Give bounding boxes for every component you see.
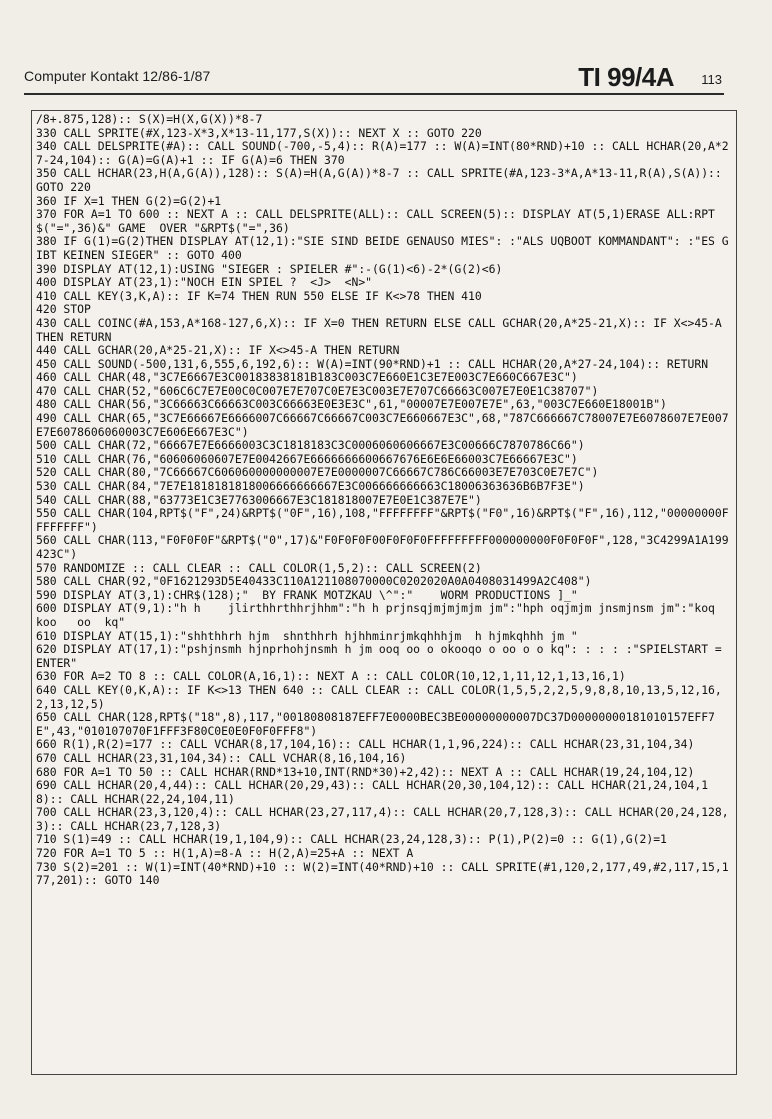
listing-line: 610 DISPLAY AT(15,1):"shhthhrh hjm shnthhrh hjhhminrjmkqhhhjm h hjmkqhhh jm "	[36, 628, 578, 643]
listing-line: 470 CALL CHAR(52,"606C6C7E7E00C0C007E7E707C0E7E3C003E7E707C66663C007E7E0E1C38707")	[36, 383, 599, 398]
listing-line: 430 CALL COINC(#A,153,A*168-127,6,X):: IF X=0 THEN RETURN ELSE CALL GCHAR(20,A*25-21,X):: IF X<>45-A THEN RETURN	[36, 315, 729, 344]
listing-line: 420 STOP	[36, 302, 91, 317]
listing-line: 440 CALL GCHAR(20,A*25-21,X):: IF X<>45-A THEN RETURN	[36, 343, 400, 358]
listing-line: 620 DISPLAY AT(17,1):"pshjnsmh hjnprhohjnsmh h jm ooq oo o okooqo o oo o o kq": : : : :"SPIELSTART = ENTER"	[36, 642, 729, 670]
listing-line: 640 CALL KEY(0,K,A):: IF K<>13 THEN 640 :: CALL CLEAR :: CALL COLOR(1,5,5,2,2,5,9,8,8,10,13,5,12,16,2,13,12,5)	[36, 682, 722, 711]
listing-line: 370 FOR A=1 TO 600 :: NEXT A :: CALL DELSPRITE(ALL):: CALL SCREEN(5):: DISPLAY AT(5,1)ERASE ALL:RPT$("=",36)&" GAME OVER "&RPT$("=",36)	[36, 207, 715, 235]
listing-line: 460 CALL CHAR(48,"3C7E6667E3C00183838181B183C003C7E660E1C3E7E003C7E660C667E3C")	[36, 370, 578, 385]
listing-line: 350 CALL HCHAR(23,H(A,G(A)),128):: S(A)=H(A,G(A))*8-7 :: CALL SPRITE(#A,123-3*A,A*13-11,R(A),S(A)):: GOTO 220	[36, 166, 729, 194]
listing-line: 450 CALL SOUND(-500,131,6,555,6,192,6):: W(A)=INT(90*RND)+1 :: CALL HCHAR(20,A*27-24,104):: RETURN	[36, 356, 709, 371]
page-number: 113	[701, 72, 722, 87]
listing-line: 730 S(2)=201 :: W(1)=INT(40*RND)+10 :: W(2)=INT(40*RND)+10 :: CALL SPRITE(#1,120,2,177,49,#2,117,15,177,201):: GOTO 140	[36, 859, 729, 888]
listing-text	[32, 111, 743, 888]
listing-line: 360 IF X=1 THEN G(2)=G(2)+1	[36, 193, 222, 208]
listing-line: 400 DISPLAY AT(23,1):"NOCH EIN SPIEL ? <J> <N>"	[36, 275, 373, 290]
program-listing	[31, 110, 743, 1075]
listing-line: 330 CALL SPRITE(#X,123-X*3,X*13-11,177,S(X)):: NEXT X :: GOTO 220	[36, 125, 482, 140]
listing-line: /8+.875,128):: S(X)=H(X,G(X))*8-7	[36, 112, 263, 126]
listing-line: 680 FOR A=1 TO 50 :: CALL HCHAR(RND*13+10,INT(RND*30)+2,42):: NEXT A :: CALL HCHAR(19,24,104,12)	[36, 764, 695, 779]
listing-line: 530 CALL CHAR(84,"7E7E1818181818006666666667E3C006666666663C18006363636B6B7F3E")	[36, 479, 585, 494]
listing-line: 570 RANDOMIZE :: CALL CLEAR :: CALL COLOR(1,5,2):: CALL SCREEN(2)	[36, 560, 482, 575]
listing-line: 600 DISPLAY AT(9,1):"h h jlirthhrthhrjhhm":"h h prjnsqjmjmjmjm jm":"hph oqjmjm jnsmjnsm jm":"koq koo oo kq"	[36, 601, 743, 629]
listing-line: 410 CALL KEY(3,K,A):: IF K=74 THEN RUN 550 ELSE IF K<>78 THEN 410	[36, 288, 482, 303]
listing-line: 490 CALL CHAR(65,"3C7E66667E6666007C66667C66667C003C7E660667E3C",68,"787C666667C78007E7E6078607E7E007E7E6078606060003C7E606E667E3C")	[36, 411, 729, 439]
listing-line: 510 CALL CHAR(76,"60606060607E7E0042667E6666666600667676E6E6E66003C7E66667E3C")	[36, 451, 578, 466]
listing-line: 380 IF G(1)=G(2)THEN DISPLAY AT(12,1):"SIE SIND BEIDE GENAUSO MIES": :"ALS UQBOOT KOMMANDANT": :"ES GIBT KEINEN SIEGER" :: GOTO 400	[36, 234, 729, 262]
listing-line: 580 CALL CHAR(92,"0F1621293D5E40433C110A121108070000C0202020A0A0408031499A2C408")	[36, 574, 592, 589]
listing-line: 480 CALL CHAR(56,"3C66663C66663C003C66663E0E3E3C",61,"00007E7E007E7E",63,"003C7E660E18001B")	[36, 397, 667, 412]
page-header	[24, 62, 724, 92]
listing-line: 670 CALL HCHAR(23,31,104,34):: CALL VCHAR(8,16,104,16)	[36, 750, 407, 765]
magazine-issue-title: Computer Kontakt 12/86-1/87	[24, 68, 211, 84]
header-rule	[24, 93, 724, 95]
listing-line: 590 DISPLAY AT(3,1):CHR$(128);" BY FRANK MOTZKAU \^":" WORM PRODUCTIONS ]_"	[36, 587, 578, 602]
listing-line: 550 CALL CHAR(104,RPT$("F",24)&RPT$("0F",16),108,"FFFFFFFF"&RPT$("F0",16)&RPT$("F",16),112,"00000000FFFFFFFF")	[36, 506, 729, 534]
listing-line: 710 S(1)=49 :: CALL HCHAR(19,1,104,9):: CALL HCHAR(23,24,128,3):: P(1),P(2)=0 :: G(1),G(2)=1	[36, 832, 667, 847]
listing-line: 650 CALL CHAR(128,RPT$("18",8),117,"00180808187EFF7E0000BEC3BE00000000007DC37D00000000181010157EFF7E",43,"010107070F1FFF3F80C0E0E0F0F0FFF8")	[36, 710, 715, 738]
listing-line: 540 CALL CHAR(88,"63773E1C3E7763006667E3C181818007E7E0E1C387E7E")	[36, 492, 482, 507]
listing-line: 660 R(1),R(2)=177 :: CALL VCHAR(8,17,104,16):: CALL HCHAR(1,1,96,224):: CALL HCHAR(23,31,104,34)	[36, 737, 695, 752]
listing-line: 390 DISPLAY AT(12,1):USING "SIEGER : SPIELER #":-(G(1)<6)-2*(G(2)<6)	[36, 261, 503, 276]
listing-line: 720 FOR A=1 TO 5 :: H(1,A)=8-A :: H(2,A)=25+A :: NEXT A	[36, 846, 414, 861]
listing-line: 690 CALL HCHAR(20,4,44):: CALL HCHAR(20,29,43):: CALL HCHAR(20,30,104,12):: CALL HCHAR(21,24,104,18):: CALL HCHAR(22,24,104,11)	[36, 778, 709, 806]
system-title: TI 99/4A	[578, 62, 674, 92]
listing-line: 700 CALL HCHAR(23,3,120,4):: CALL HCHAR(23,27,117,4):: CALL HCHAR(20,7,128,3):: CALL HCHAR(20,24,128,3):: CALL HCHAR(23,7,128,3)	[36, 805, 729, 833]
listing-line: 630 FOR A=2 TO 8 :: CALL COLOR(A,16,1):: NEXT A :: CALL COLOR(10,12,1,11,12,1,13,16,1)	[36, 669, 626, 684]
listing-line: 560 CALL CHAR(113,"F0F0F0F"&RPT$("0",17)&"F0F0F0F00F0F0F0FFFFFFFFF000000000F0F0F0F",128,"3C4299A1A199423C")	[36, 533, 729, 561]
listing-line: 340 CALL DELSPRITE(#A):: CALL SOUND(-700,-5,4):: R(A)=177 :: W(A)=INT(80*RND)+10 :: CALL HCHAR(20,A*27-24,104):: G(A)=G(A)+1 :: IF G(A)=6 THEN 370	[36, 139, 729, 167]
listing-line: 500 CALL CHAR(72,"66667E7E6666003C3C1818183C3C0006060606667E3C00666C7870786C66")	[36, 438, 585, 453]
listing-line: 520 CALL CHAR(80,"7C66667C606060000000007E7E0000007C66667C786C66003E7E703C0E7E7C")	[36, 465, 599, 480]
